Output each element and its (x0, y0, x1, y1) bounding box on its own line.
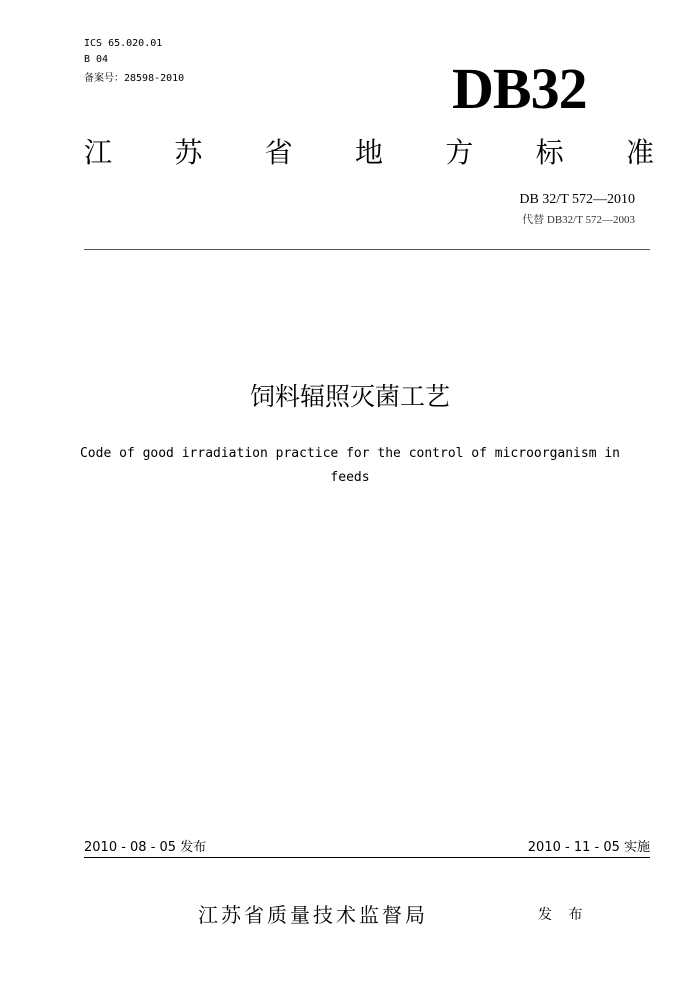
footer-divider (84, 857, 650, 858)
standard-type-char: 苏 (174, 136, 203, 169)
document-title-en: Code of good irradiation practice for the control of microorganism in feeds (79, 446, 621, 485)
standard-type-char: 标 (535, 136, 564, 169)
standard-type-title (84, 136, 654, 170)
standard-type-char: 方 (445, 136, 474, 169)
standard-number: DB 32/T 572—2010 (519, 192, 635, 207)
issue-label: 发 布 (538, 907, 589, 923)
ics-code: ICS 65.020.01 (84, 38, 163, 49)
standard-type-char: 省 (264, 136, 293, 169)
document-title-zh: 饲料辐照灭菌工艺 (249, 382, 450, 411)
standard-type-char: 江 (84, 136, 113, 169)
standard-type-char: 地 (354, 136, 383, 169)
standard-type-char: 准 (625, 136, 654, 169)
db32-logo: DB32 (452, 56, 587, 121)
implementation-date: 2010 - 11 - 05 实施 (527, 840, 650, 855)
issuing-authority: 江苏省质量技术监督局 (198, 903, 428, 927)
publish-date: 2010 - 08 - 05 发布 (84, 840, 207, 855)
classification-code: B 04 (84, 54, 109, 65)
header-divider (84, 249, 650, 250)
registration-number: 备案号：28598-2010 (84, 73, 185, 84)
replaces-standard: 代替 DB32/T 572—2003 (522, 214, 635, 226)
